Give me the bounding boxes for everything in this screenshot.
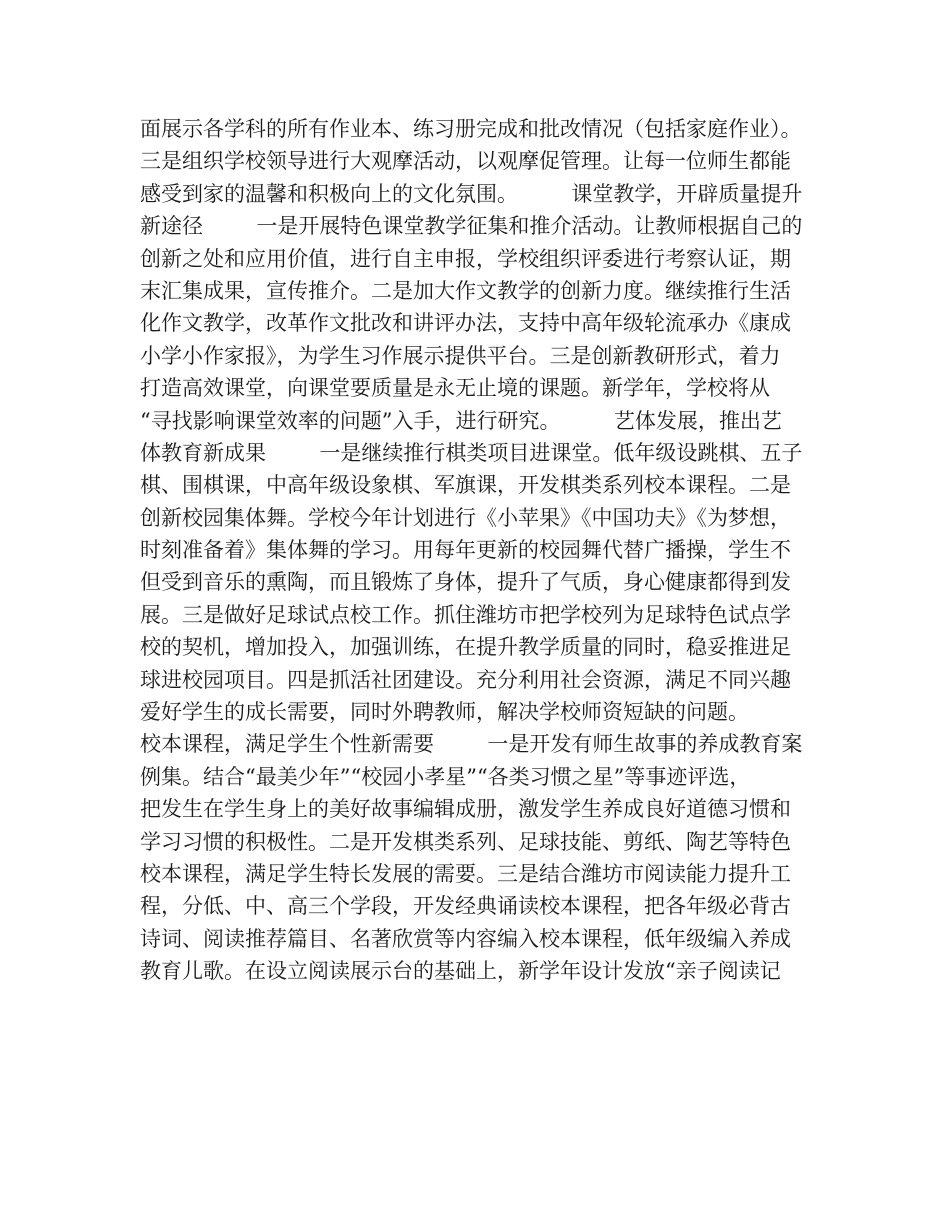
text-line-18: 球进校园项目。四是抓活社团建设。充分利用社会资源，满足不同兴趣 [140, 667, 791, 692]
text-line-27: 教育儿歌。在设立阅读展示台的基础上，新学年设计发放“亲子阅读记 [140, 959, 781, 984]
text-line-22: 把发生在学生身上的美好故事编辑成册，激发学生养成良好道德习惯和 [140, 797, 791, 822]
text-line-19: 爱好学生的成长需要，同时外聘教师，解决学校师资短缺的问题。 [140, 700, 749, 725]
text-line-26: 诗词、阅读推荐篇目、名著欣赏等内容编入校本课程，低年级编入养成 [140, 926, 791, 951]
text-line-3: 感受到家的温馨和积极向上的文化氛围。 课堂教学，开辟质量提升 [140, 181, 803, 206]
text-line-23: 学习习惯的积极性。二是开发棋类系列、足球技能、剪纸、陶艺等特色 [140, 829, 791, 854]
text-line-9: 打造高效课堂，向课堂要质量是永无止境的课题。新学年，学校将从 [140, 376, 770, 401]
text-line-4: 新途径 一是开展特色课堂教学征集和推介活动。让教师根据自己的 [140, 214, 803, 239]
text-line-20: 校本课程，满足学生个性新需要 一是开发有师生故事的养成教育案 [140, 732, 803, 757]
body-text [140, 113, 830, 988]
text-line-8: 小学小作家报》，为学生习作展示提供平台。三是创新教研形式，着力 [140, 343, 781, 368]
text-line-7: 化作文教学，改革作文批改和讲评办法，支持中高年级轮流承办《康成 [140, 311, 791, 336]
text-line-15: 但受到音乐的熏陶，而且锻炼了身体，提升了气质，身心健康都得到发 [140, 570, 791, 595]
text-line-21: 例集。结合“最美少年”“校园小孝星”“各类习惯之星”等事迹评选， [140, 764, 751, 789]
text-line-1: 面展示各学科的所有作业本、练习册完成和批改情况（包括家庭作业）。 [140, 117, 802, 141]
text-line-14: 时刻准备着》集体舞的学习。用每年更新的校园舞代替广播操，学生不 [140, 538, 791, 563]
text-line-12: 棋、围棋课，中高年级设象棋、军旗课，开发棋类系列校本课程。二是 [140, 473, 791, 498]
text-line-10: “寻找影响课堂效率的问题”入手，进行研究。 艺体发展，推出艺 [140, 408, 782, 433]
text-line-6: 末汇集成果，宣传推介。二是加大作文教学的创新力度。继续推行生活 [140, 278, 791, 303]
text-line-25: 程，分低、中、高三个学段，开发经典诵读校本课程，把各年级必背古 [140, 894, 791, 919]
text-line-11: 体教育新成果 一是继续推行棋类项目进课堂。低年级设跳棋、五子 [140, 440, 803, 465]
text-line-5: 创新之处和应用价值，进行自主申报，学校组织评委进行考察认证，期 [140, 246, 791, 271]
text-line-24: 校本课程，满足学生特长发展的需要。三是结合潍坊市阅读能力提升工 [140, 861, 791, 886]
text-line-2: 三是组织学校领导进行大观摩活动，以观摩促管理。让每一位师生都能 [140, 149, 791, 174]
text-line-17: 校的契机，增加投入，加强训练，在提升教学质量的同时，稳妥推进足 [140, 635, 791, 660]
text-line-13: 创新校园集体舞。学校今年计划进行《小苹果》《中国功夫》《为梦想， [140, 505, 791, 530]
text-line-16: 展。三是做好足球试点校工作。抓住潍坊市把学校列为足球特色试点学 [140, 602, 791, 627]
